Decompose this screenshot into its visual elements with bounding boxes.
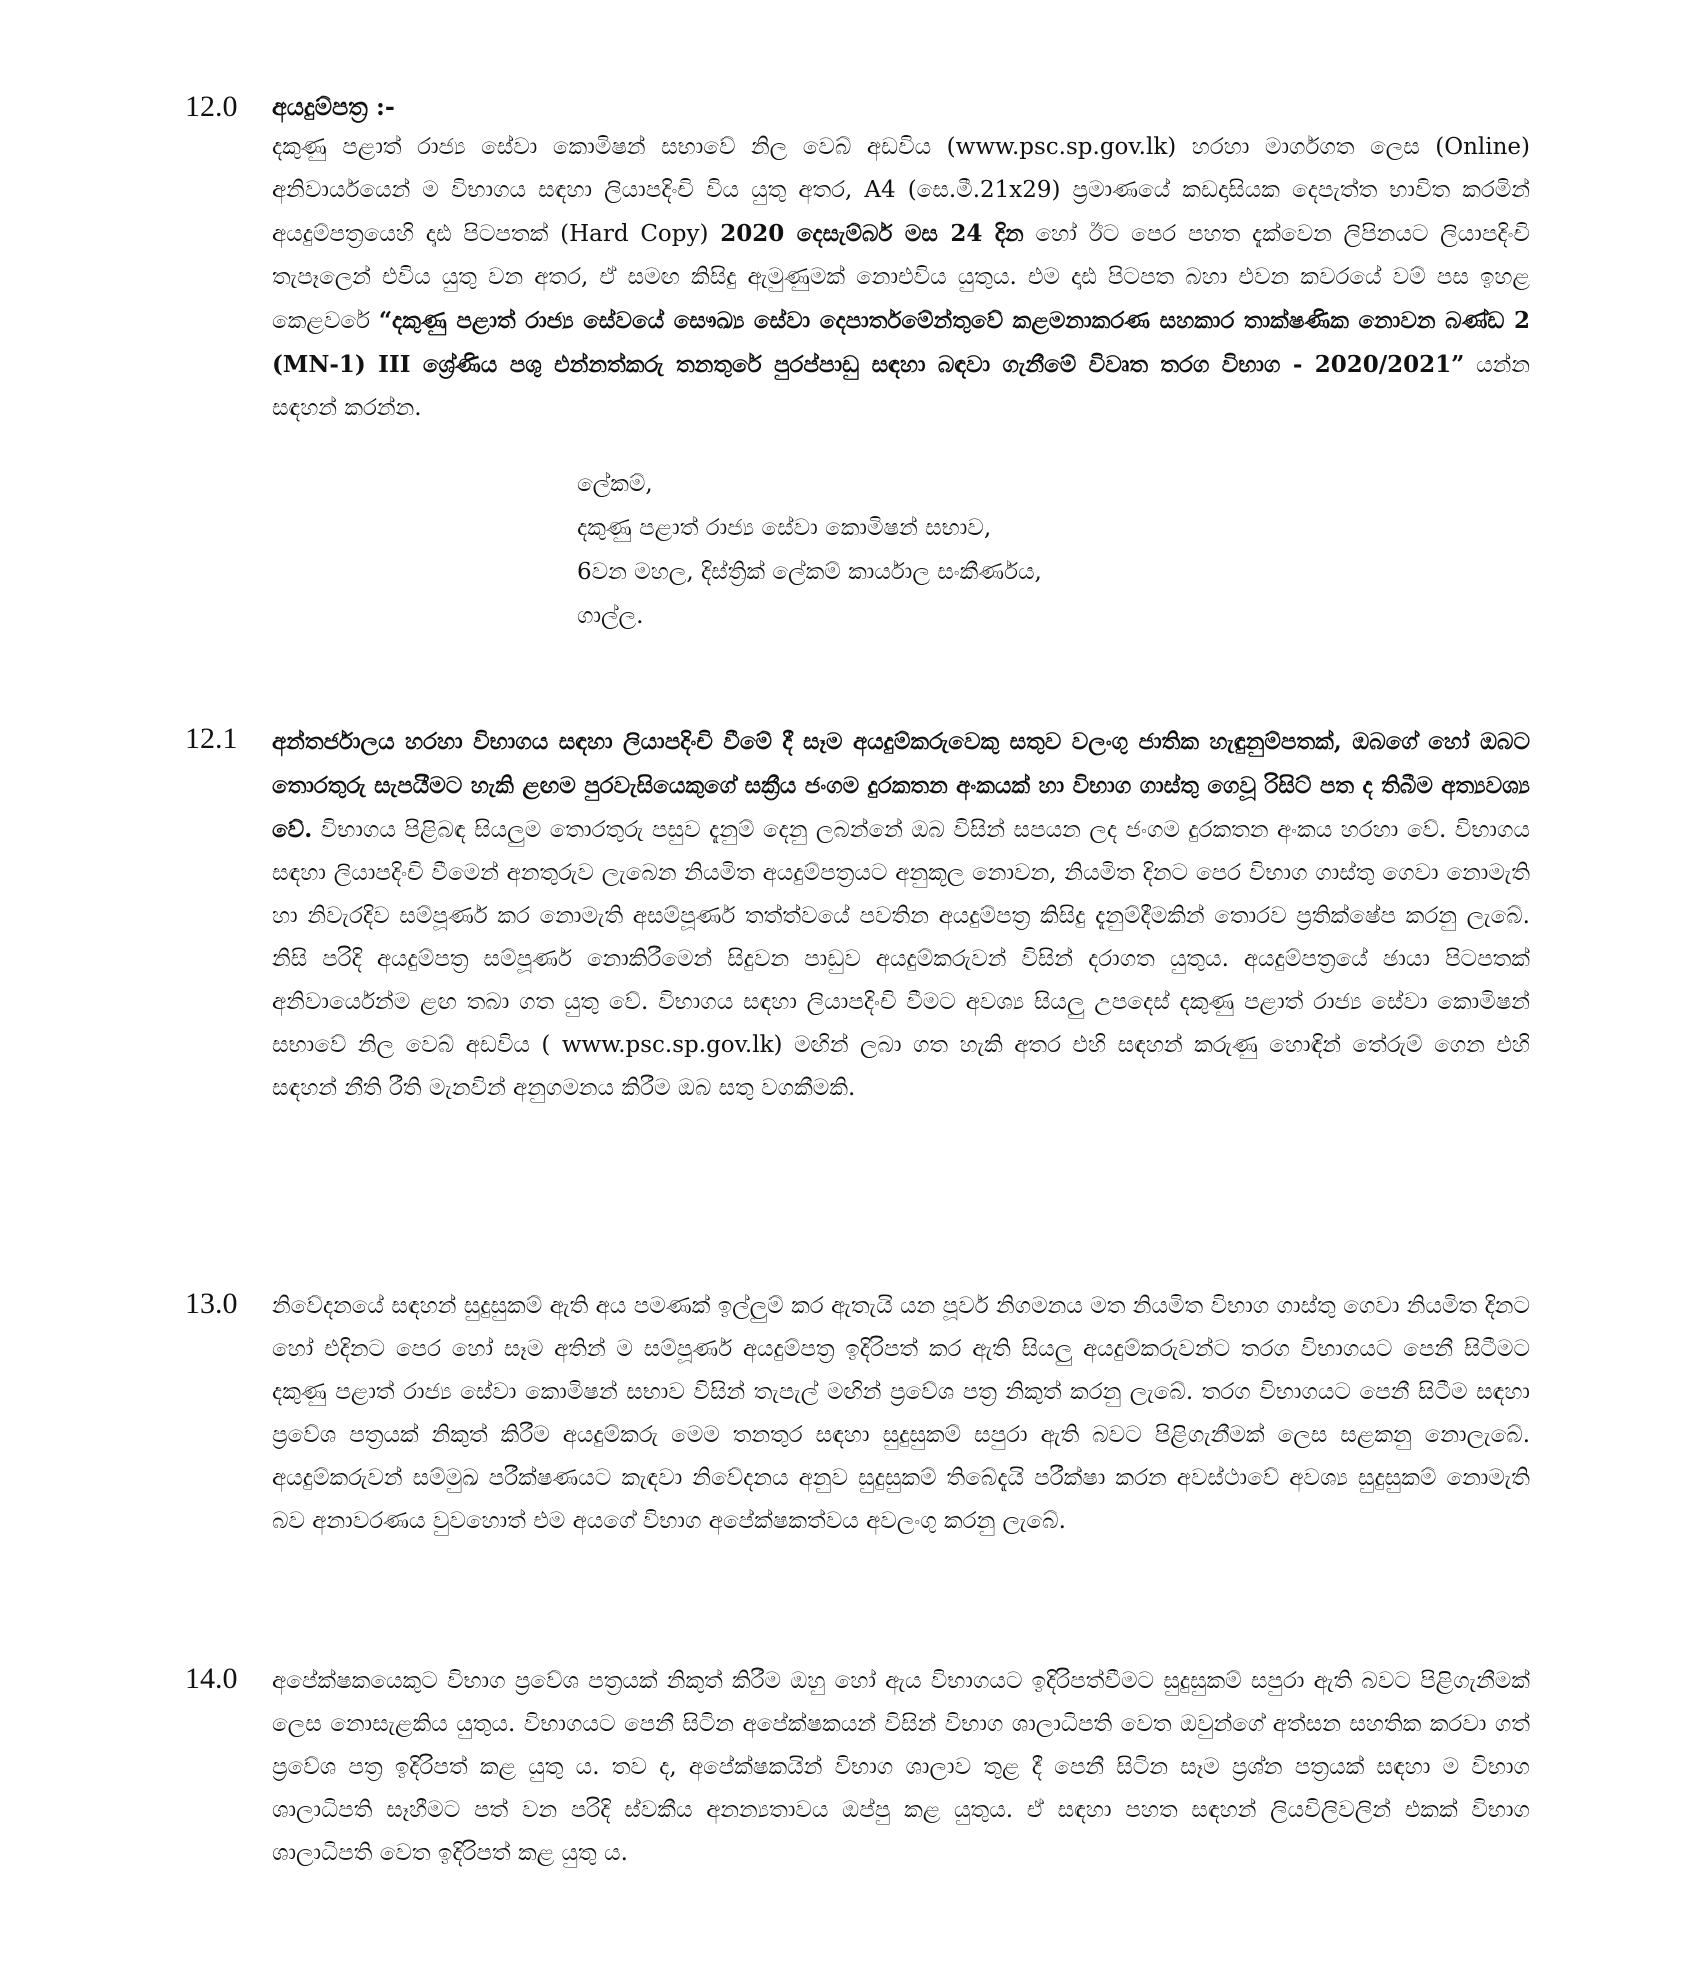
address-line: 6වන මහල, දිස්ත්‍රික් ලේකම් කාර්යාල සංකීර්ණය, [577,559,1042,585]
address-line: ගාල්ල. [577,603,644,629]
postal-address [577,462,1530,638]
paragraph-text: දකුණු පළාත් රාජ්‍ය සේවා කොමිෂන් සභාවේ නිල වෙබ් අඩවිය (www.psc.sp.gov.lk) හරහා මාර්ගගත ලෙස (Online) අනිවාර්යයෙන් ම විභාගය සඳහා ලියාපදිංචි විය යුතු අතර, A4 (සෙ.මී.21x29) ප්‍රමාණයේ කඩදාසියක දෙපැත්ත භාවිත කරමින් අයදුම්පත්‍රයෙහි දෘඪ පිටපතක් (Hard Copy) [272,134,1530,247]
section-content [272,88,1530,638]
section-number: 12.1 [185,722,238,755]
requirements-text: අන්තර්ජාලය හරහා විභාගය සඳහා ලියාපදිංචි වීමේ දී සෑම අයදුම්කරුවෙකු සතුව වලංගු ජාතික හැඳුනුම්පතක්, ඔබගේ හෝ ඔබට තොරතුරු සැපයීමට හැකි ළඟම පුරවැසියෙකුගේ සක්‍රීය ජංගම දුරකතන අංකයක් හා විභාග ගාස්තු ගෙවූ රිසිට් පත ද තිබීම අත්‍යවශ්‍ය වේ. [272,728,1530,843]
address-line: දකුණු පළාත් රාජ්‍ය සේවා කොමිෂන් සභාව, [577,515,992,541]
section-content [272,1285,1530,1543]
section-number: 13.0 [185,1287,238,1320]
paragraph-admission-cards: නිවේදනයේ සඳහන් සුදුසුකම් ඇති අය පමණක් ඉල්ලුම් කර ඇතැයි යන පූර්ව නිගමනය මත නියමිත විභාග ගාස්තු ගෙවා නියමිත දිනට හෝ එදිනට පෙර හෝ සෑම අතින් ම සම්පූර්ණ අයදුම්පත්‍ර ඉදිරිපත් කර ඇති සියලු අයදුම්කරුවන්ට තරග විභාගයට පෙනී සිටීමට දකුණු පළාත් රාජ්‍ය සේවා කොමිෂන් සභාව විසින් තැපැල් මඟින් ප්‍රවේශ පත්‍ර නිකුත් කරනු ලැබේ. තරග විභාගයට පෙනී සිටීම සඳහා ප්‍රවේශ පත්‍රයක් නිකුත් කිරීම අයදුම්කරු මෙම තනතුර සඳහා සුදුසුකම් සපුරා ඇති බවට පිළිගැනීමක් ලෙස සළකනු නොලැබේ. අයදුම්කරුවන් සම්මුඛ පරීක්ෂණයට කැඳවා නිවේදනය අනුව සුදුසුකම් තිබේදැයි පරීක්ෂා කරන අවස්ථාවේ අවශ්‍ය සුදුසුකම් නොමැති බව අනාවරණය වුවහොත් එම අයගේ විභාග අපේක්ෂකත්වය අවලංගු කරනු ලැබේ. [272,1293,1530,1534]
section-number: 14.0 [185,1662,238,1695]
paragraph-online-registration [272,720,1530,1110]
paragraph-applications [272,126,1530,430]
paragraph-text: හෝ ඊට පෙර පහත දැක්වෙන ලිපිනයට ලියාපදිංචි තැපෑලෙන් එවිය යුතු වන අතර, ඒ සමඟ කිසිදු ඇමුණුමක් නොඑවිය යුතුය. එම දෘඪ පිටපත බහා එවන කවරයේ වම් පස ඉහළ කෙළවරේ [272,221,1530,334]
paragraph-identity-verification: අපේක්ෂකයෙකුට විභාග ප්‍රවේශ පත්‍රයක් නිකුත් කිරීම ඔහු හෝ ඇය විභාගයට ඉදිරිපත්වීමට සුදුසුකම් සපුරා ඇති බවට පිළිගැනීමක් ලෙස නොසැළකිය යුතුය. විභාගයට පෙනී සිටින අපේක්ෂකයන් විසින් විභාග ශාලාධිපති වෙත ඔවුන්ගේ අත්සන සහතික කරවා ගත් ප්‍රවේශ පත්‍ර ඉදිරිපත් කළ යුතු ය. තව ද, අපේක්ෂකයින් විභාග ශාලාව තුළ දී පෙනී සිටින සෑම ප්‍රශ්න පත්‍රයක් සඳහා ම විභාග ශාලාධිපති සෑහීමට පත් වන පරිදි ස්වකීය අනන්‍යතාවය ඔප්පු කළ යුතුය. ඒ සඳහා පහත සඳහන් ලියවිලිවලින් එකක් විභාග ශාලාධිපති වෙත ඉදිරිපත් කළ යුතු ය. [272,1668,1530,1866]
paragraph-text: යන්න සඳහන් කරන්න. [272,352,1531,421]
closing-date: 2020 දෙසැම්බර් මස 24 දින [720,220,1024,247]
section-content [272,1660,1530,1875]
section-heading: අයදුම්පත්‍ර :- [272,92,395,121]
envelope-title: “දකුණු පළාත් රාජ්‍ය සේවයේ සෞඛ්‍ය සේවා දෙපාර්තමේන්තුවේ කළමනාකරණ සහකාර තාක්ෂණික නොවන බණ්ඩ 2 (MN-1) III ශ්‍රේණිය පශු එන්නත්කරු තනතුරේ පුරප්පාඩු සඳහා බඳවා ගැනීමේ විවෘත තරග විභාග - 2020/2021” [272,307,1530,378]
section-number: 12.0 [185,90,238,123]
paragraph-text: විභාගය පිළිබඳ සියලුම තොරතුරු පසුව දැනුම් දෙනු ලබන්නේ ඔබ විසින් සපයන ලද ජංගම දුරකතන අංකය හරහා වේ. විභාගය සඳහා ලියාපදිංචි වීමෙන් අනතුරුව ලැබෙන නියමිත අයදුම්පත්‍රයට අනුකූල නොවන, නියමිත දිනට පෙර විභාග ගාස්තු ගෙවා නොමැති හා නිවැරදිව සම්පූර්ණ කර නොමැති අසම්පූර්ණ තත්ත්වයේ පවතින අයදුම්පත්‍ර කිසිදු දැනුම්දීමකින් තොරව ප්‍රතික්ෂේප කරනු ලැබේ. නිසි පරිදි අයදුම්පත්‍ර සම්පූර්ණ නොකිරීමෙන් සිදුවන පාඩුව අයදුම්කරුවන් විසින් දරාගත යුතුය. අයදුම්පත්‍රයේ ඡායා පිටපතක් අනිවාර්යෙන්ම ළඟ තබා ගත යුතු වේ. විභාගය සඳහා ලියාපදිංචි වීමට අවශ්‍ය සියලු උපදෙස් දකුණු පළාත් රාජ්‍ය සේවා කොමිෂන් සභාවේ නිල වෙබ් අඩවිය ( www.psc.sp.gov.lk) මඟින් ලබා ගත හැකි අතර එහි සඳහන් කරුණු හොඳින් තේරුම් ගෙන එහි සඳහන් නීති රීති මැනවින් අනුගමනය කිරීම ඔබ සතු වගකීමකි. [272,817,1530,1101]
section-content [272,720,1530,1110]
address-line: ලේකම්, [577,471,653,497]
